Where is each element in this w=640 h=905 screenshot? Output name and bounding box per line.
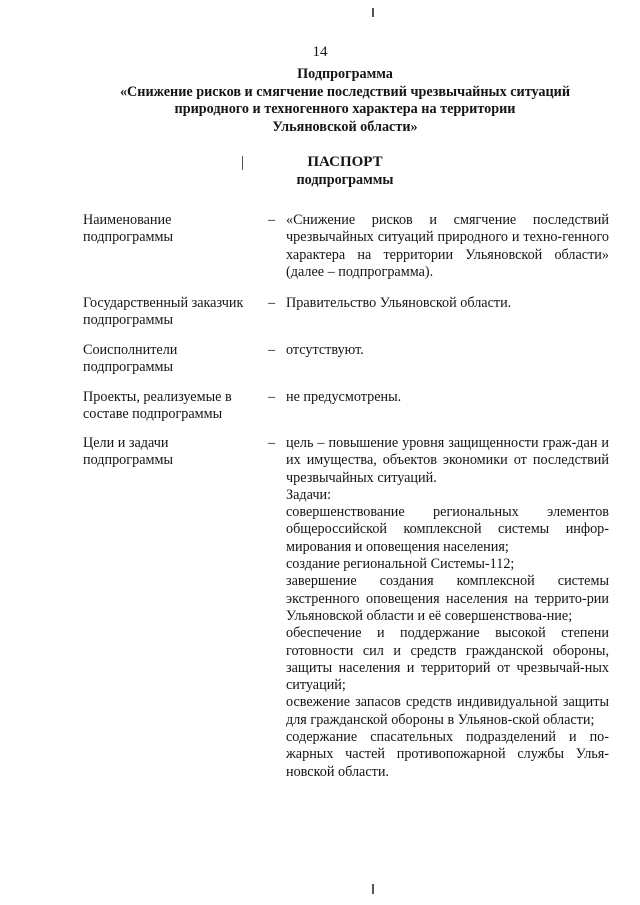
row-label: Государственный заказчик подпрограммы [83, 295, 244, 329]
row-value-paragraph: совершенствование региональных элементов общероссийской комплексной системы инфор-мирования и оповещения населения; [286, 504, 609, 555]
row-value [286, 295, 609, 312]
row-label: Проекты, реализуемые в составе подпрограммы [83, 389, 232, 423]
row-value-paragraph: Задачи: [286, 486, 332, 503]
row-label: Цели и задачи подпрограммы [83, 435, 173, 469]
row-value [286, 212, 609, 281]
title-line: Подпрограмма [297, 66, 393, 82]
row-value-paragraph: Правительство Ульяновской области. [286, 295, 512, 311]
row-value-paragraph: «Снижение рисков и смягчение последствий чрезвычайных ситуаций природного и техно-генного характера на территории Ульяновской области» (далее – подпрограмма). [286, 212, 609, 280]
row-value-paragraph: содержание спасательных подразделений и по-жарных частей противопожарной службы Улья-новской области. [286, 729, 609, 780]
row-label: Наименование подпрограммы [83, 212, 173, 246]
page-number: 14 [312, 44, 328, 60]
title-line: «Снижение рисков и смягчение последствий чрезвычайных ситуаций [119, 83, 571, 100]
row-dash: – [268, 389, 276, 405]
title-line: природного и техногенного характера на территории [174, 101, 516, 117]
row-value [286, 342, 609, 359]
passport-heading: ПАСПОРТ [307, 154, 383, 170]
row-value-paragraph: цель – повышение уровня защищенности граж-дан и их имущества, объектов экономики от последствий чрезвычайных ситуаций. [286, 435, 609, 486]
row-value [286, 435, 609, 781]
subprogram-title [60, 66, 630, 136]
title-line: Ульяновской области» [272, 118, 418, 135]
row-value-paragraph: отсутствуют. [286, 342, 364, 358]
row-dash: – [268, 212, 276, 228]
scan-mark-bottom [372, 884, 374, 894]
row-dash: – [268, 435, 276, 451]
row-value [286, 389, 609, 406]
row-value-paragraph: не предусмотрены. [286, 389, 402, 405]
scan-mark-top [372, 8, 374, 17]
row-value-paragraph: обеспечение и поддержание высокой степени готовности сил и средств гражданской обороны, защиты населения и территорий от чрезвычай-ных ситуаций; [286, 625, 609, 694]
row-label: Соисполнители подпрограммы [83, 342, 178, 376]
row-dash: – [268, 342, 276, 358]
row-value-paragraph: освежение запасов средств индивидуальной защиты для гражданской обороны в Ульянов-ской области; [286, 694, 609, 728]
row-value-paragraph: завершение создания комплексной системы экстренного оповещения населения на террито-рии Ульяновской области и её совершенствова-ние; [286, 573, 609, 624]
row-dash: – [268, 295, 276, 311]
passport-subheading: подпрограммы [296, 172, 394, 188]
row-value-paragraph: создание региональной Системы-112; [286, 556, 515, 573]
